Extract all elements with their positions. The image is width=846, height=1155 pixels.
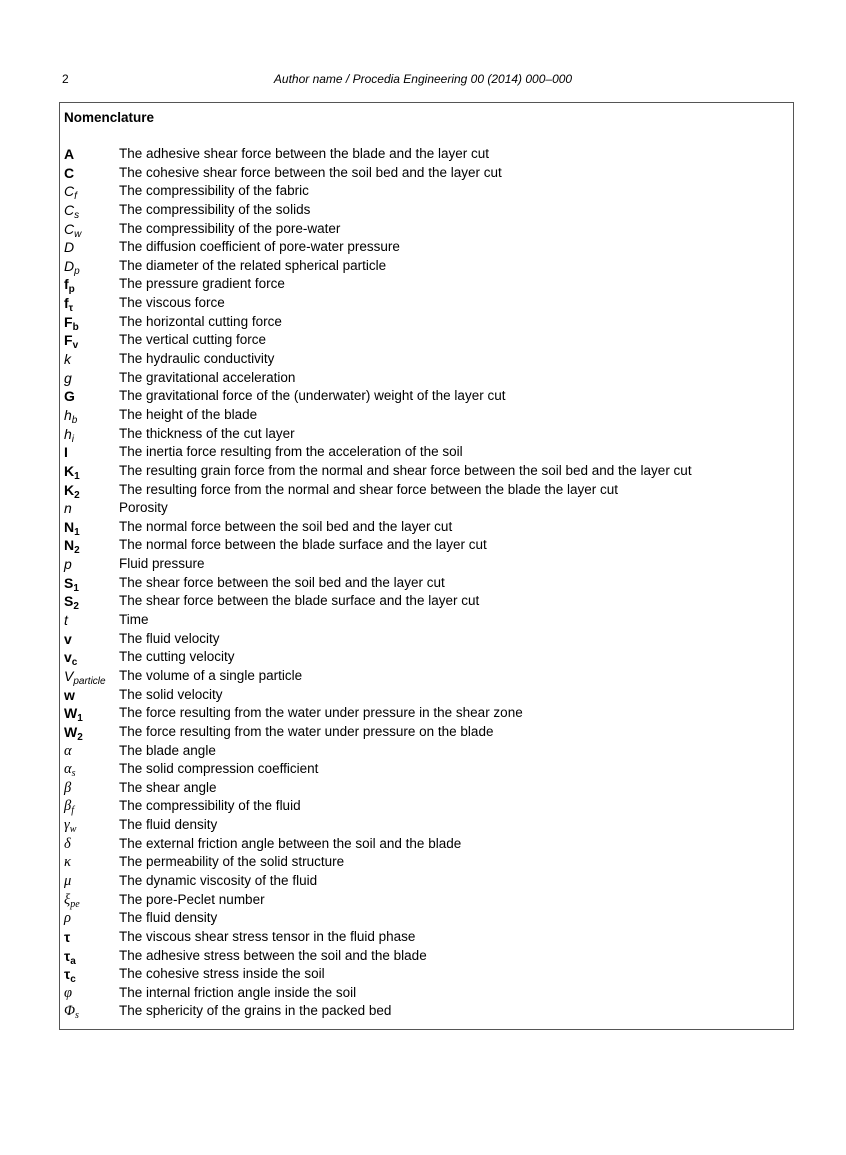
symbol-base: f <box>64 276 69 293</box>
symbol-base: μ <box>64 872 72 889</box>
symbol-subscript: 2 <box>73 601 79 613</box>
nomenclature-description: The diameter of the related spherical particle <box>119 257 387 273</box>
nomenclature-entry <box>64 704 789 723</box>
nomenclature-description: The shear force between the soil bed and the layer cut <box>119 574 445 590</box>
nomenclature-description: The shear angle <box>119 779 217 795</box>
symbol-base: h <box>64 425 72 442</box>
nomenclature-entry <box>64 723 789 742</box>
nomenclature-description: The internal friction angle inside the soil <box>119 984 357 1000</box>
nomenclature-symbol <box>64 947 119 966</box>
running-header: Author name / Procedia Engineering 00 (2014) 000–000 <box>273 72 573 86</box>
nomenclature-entry <box>64 686 789 705</box>
nomenclature-symbol <box>64 611 119 630</box>
nomenclature-symbol <box>64 499 119 518</box>
symbol-subscript: 2 <box>74 489 80 501</box>
symbol-base: Φ <box>64 1003 76 1020</box>
nomenclature-entry <box>64 238 789 257</box>
symbol-base: β <box>64 779 72 796</box>
symbol-base: κ <box>64 854 71 871</box>
nomenclature-description: The solid velocity <box>119 686 223 702</box>
nomenclature-entry <box>64 891 789 910</box>
symbol-base: W <box>64 723 78 740</box>
nomenclature-entry <box>64 350 789 369</box>
nomenclature-description: The hydraulic conductivity <box>119 351 275 367</box>
nomenclature-symbol <box>64 984 119 1003</box>
nomenclature-entry <box>64 630 789 649</box>
nomenclature-box <box>59 102 794 1030</box>
symbol-base: C <box>64 164 75 181</box>
nomenclature-description: The solid compression coefficient <box>119 761 319 777</box>
nomenclature-description: The volume of a single particle <box>119 667 303 683</box>
symbol-base: t <box>64 612 68 629</box>
nomenclature-symbol <box>64 797 119 816</box>
symbol-subscript: τ <box>68 303 74 315</box>
nomenclature-entry <box>64 145 789 164</box>
nomenclature-description: The dynamic viscosity of the fluid <box>119 872 318 888</box>
nomenclature-entry <box>64 928 789 947</box>
symbol-base: p <box>64 556 72 573</box>
nomenclature-description: The diffusion coefficient of pore-water pressure <box>119 239 400 255</box>
nomenclature-entry <box>64 536 789 555</box>
nomenclature-symbol <box>64 853 119 872</box>
nomenclature-symbol <box>64 835 119 854</box>
nomenclature-entry <box>64 779 789 798</box>
symbol-subscript: a <box>70 955 76 967</box>
nomenclature-symbol <box>64 275 119 294</box>
nomenclature-symbol <box>64 574 119 593</box>
nomenclature-entry <box>64 164 789 183</box>
symbol-subscript: s <box>71 768 76 780</box>
symbol-subscript: v <box>72 340 79 352</box>
symbol-base: β <box>64 798 72 815</box>
nomenclature-description: The height of the blade <box>119 406 258 422</box>
nomenclature-description: The fluid density <box>119 817 218 833</box>
symbol-base: α <box>64 742 72 759</box>
nomenclature-entry <box>64 499 789 518</box>
nomenclature-description: The gravitational acceleration <box>119 369 296 385</box>
nomenclature-entry <box>64 425 789 444</box>
nomenclature-description: Fluid pressure <box>119 556 205 572</box>
nomenclature-symbol <box>64 313 119 332</box>
nomenclature-entry <box>64 201 789 220</box>
symbol-base: A <box>64 146 75 162</box>
nomenclature-symbol <box>64 723 119 742</box>
symbol-base: ρ <box>64 910 71 927</box>
nomenclature-entry <box>64 313 789 332</box>
nomenclature-description: The sphericity of the grains in the packed bed <box>119 1003 392 1019</box>
nomenclature-entry <box>64 574 789 593</box>
nomenclature-symbol <box>64 182 119 201</box>
nomenclature-entry <box>64 369 789 388</box>
nomenclature-entry <box>64 481 789 500</box>
symbol-base: k <box>64 351 71 368</box>
nomenclature-symbol <box>64 406 119 425</box>
symbol-base: n <box>64 500 72 517</box>
nomenclature-entry <box>64 275 789 294</box>
symbol-base: D <box>64 239 75 256</box>
nomenclature-symbol <box>64 816 119 835</box>
nomenclature-description: The adhesive stress between the soil and the blade <box>119 947 427 963</box>
nomenclature-description: The pore-Peclet number <box>119 891 265 907</box>
symbol-subscript: i <box>71 433 75 445</box>
nomenclature-description: The fluid density <box>119 910 218 926</box>
symbol-base: S <box>64 593 74 610</box>
nomenclature-description: The compressibility of the fabric <box>119 183 309 199</box>
nomenclature-symbol <box>64 630 119 649</box>
symbol-base: f <box>64 295 69 312</box>
symbol-base: D <box>64 257 75 274</box>
symbol-base: v <box>64 649 72 666</box>
symbol-base: N <box>64 518 75 535</box>
nomenclature-symbol <box>64 387 119 406</box>
nomenclature-entry <box>64 331 789 350</box>
nomenclature-symbol <box>64 369 119 388</box>
nomenclature-description: The viscous shear stress tensor in the fluid phase <box>119 928 416 944</box>
nomenclature-entry <box>64 648 789 667</box>
nomenclature-entry <box>64 797 789 816</box>
nomenclature-symbol <box>64 891 119 910</box>
nomenclature-entry <box>64 518 789 537</box>
symbol-base: K <box>64 481 75 498</box>
symbol-base: τ <box>64 947 71 964</box>
nomenclature-description: The inertia force resulting from the acceleration of the soil <box>119 444 463 460</box>
symbol-base: V <box>64 667 74 684</box>
nomenclature-entry <box>64 667 789 686</box>
nomenclature-description: The force resulting from the water under pressure on the blade <box>119 723 494 739</box>
nomenclature-symbol <box>64 536 119 555</box>
symbol-subscript: p <box>68 284 75 296</box>
nomenclature-entry <box>64 387 789 406</box>
nomenclature-symbol <box>64 220 119 239</box>
nomenclature-symbol <box>64 760 119 779</box>
nomenclature-list <box>64 145 789 1021</box>
symbol-subscript: c <box>70 974 76 986</box>
nomenclature-symbol <box>64 257 119 276</box>
nomenclature-description: The cohesive shear force between the soil bed and the layer cut <box>119 164 502 180</box>
nomenclature-symbol <box>64 965 119 984</box>
symbol-subscript: particle <box>73 675 106 687</box>
nomenclature-entry <box>64 909 789 928</box>
nomenclature-description: The vertical cutting force <box>119 332 267 348</box>
symbol-subscript: w <box>69 824 77 836</box>
nomenclature-symbol <box>64 686 119 705</box>
symbol-subscript: c <box>71 657 78 669</box>
nomenclature-symbol <box>64 201 119 220</box>
nomenclature-entry <box>64 816 789 835</box>
nomenclature-entry <box>64 853 789 872</box>
nomenclature-description: The permeability of the solid structure <box>119 854 345 870</box>
nomenclature-entry <box>64 742 789 761</box>
nomenclature-symbol <box>64 1002 119 1021</box>
nomenclature-symbol <box>64 481 119 500</box>
symbol-base: F <box>64 332 73 349</box>
symbol-subscript: s <box>74 209 80 221</box>
symbol-base: C <box>64 220 75 237</box>
symbol-subscript: 1 <box>73 582 79 594</box>
nomenclature-entry <box>64 406 789 425</box>
symbol-base: W <box>64 705 78 722</box>
nomenclature-entry <box>64 760 789 779</box>
nomenclature-symbol <box>64 704 119 723</box>
symbol-subscript: p <box>74 265 80 277</box>
nomenclature-description: The compressibility of the fluid <box>119 798 301 814</box>
nomenclature-symbol <box>64 667 119 686</box>
symbol-subscript: 1 <box>74 470 80 482</box>
symbol-base: G <box>64 388 75 405</box>
symbol-subscript: pe <box>70 898 80 910</box>
nomenclature-entry <box>64 611 789 630</box>
symbol-base: α <box>64 761 72 778</box>
nomenclature-symbol <box>64 555 119 574</box>
symbol-subscript: w <box>74 228 82 240</box>
nomenclature-entry <box>64 294 789 313</box>
nomenclature-description: The thickness of the cut layer <box>119 425 295 441</box>
nomenclature-entry <box>64 257 789 276</box>
nomenclature-description: The viscous force <box>119 295 225 311</box>
symbol-base: τ <box>64 928 71 945</box>
symbol-base: δ <box>64 835 71 852</box>
nomenclature-description: Porosity <box>119 500 168 516</box>
symbol-subscript: f <box>71 805 75 817</box>
nomenclature-symbol <box>64 164 119 183</box>
nomenclature-symbol <box>64 145 119 164</box>
nomenclature-description: The normal force between the soil bed and the layer cut <box>119 518 453 534</box>
symbol-subscript: 2 <box>77 731 83 743</box>
symbol-subscript: s <box>75 1010 79 1022</box>
nomenclature-symbol <box>64 928 119 947</box>
nomenclature-description: The pressure gradient force <box>119 276 285 292</box>
nomenclature-symbol <box>64 294 119 313</box>
symbol-base: I <box>64 444 68 461</box>
nomenclature-description: Time <box>119 612 149 628</box>
page-number: 2 <box>62 72 69 86</box>
symbol-base: φ <box>64 984 73 1001</box>
symbol-base: h <box>64 406 72 423</box>
nomenclature-symbol <box>64 238 119 257</box>
symbol-subscript: 2 <box>74 545 80 557</box>
symbol-base: K <box>64 462 75 479</box>
symbol-subscript: 1 <box>74 526 80 538</box>
nomenclature-symbol <box>64 462 119 481</box>
symbol-base: C <box>64 201 75 218</box>
nomenclature-description: The adhesive shear force between the blade and the layer cut <box>119 146 489 161</box>
nomenclature-symbol <box>64 350 119 369</box>
symbol-base: w <box>64 686 75 703</box>
nomenclature-description: The resulting force from the normal and shear force between the blade the layer cut <box>119 481 619 497</box>
symbol-subscript: b <box>71 414 78 426</box>
nomenclature-description: The cutting velocity <box>119 649 235 665</box>
nomenclature-description: The cohesive stress inside the soil <box>119 966 325 982</box>
nomenclature-entry <box>64 443 789 462</box>
nomenclature-description: The fluid velocity <box>119 630 220 646</box>
nomenclature-symbol <box>64 742 119 761</box>
symbol-base: C <box>64 183 75 200</box>
nomenclature-entry <box>64 872 789 891</box>
nomenclature-entry <box>64 220 789 239</box>
nomenclature-symbol <box>64 872 119 891</box>
symbol-base: v <box>64 630 72 647</box>
nomenclature-description: The shear force between the blade surface and the layer cut <box>119 593 480 609</box>
nomenclature-entry <box>64 555 789 574</box>
nomenclature-description: The blade angle <box>119 742 216 758</box>
nomenclature-title: Nomenclature <box>64 110 155 125</box>
nomenclature-entry <box>64 835 789 854</box>
nomenclature-symbol <box>64 909 119 928</box>
nomenclature-symbol <box>64 518 119 537</box>
symbol-subscript: f <box>74 191 77 203</box>
symbol-base: γ <box>64 817 70 834</box>
nomenclature-symbol <box>64 779 119 798</box>
symbol-subscript: b <box>72 321 79 333</box>
symbol-base: g <box>64 369 72 386</box>
nomenclature-description: The normal force between the blade surface and the layer cut <box>119 537 487 553</box>
nomenclature-symbol <box>64 331 119 350</box>
nomenclature-symbol <box>64 425 119 444</box>
nomenclature-description: The force resulting from the water under pressure in the shear zone <box>119 705 523 721</box>
symbol-base: S <box>64 574 74 591</box>
nomenclature-entry <box>64 592 789 611</box>
nomenclature-symbol <box>64 443 119 462</box>
symbol-base: F <box>64 313 73 330</box>
symbol-subscript: 1 <box>77 713 83 725</box>
nomenclature-symbol <box>64 648 119 667</box>
nomenclature-description: The resulting grain force from the normal and shear force between the soil bed and the layer cut <box>119 462 692 478</box>
nomenclature-symbol <box>64 592 119 611</box>
nomenclature-entry <box>64 984 789 1003</box>
nomenclature-description: The gravitational force of the (underwater) weight of the layer cut <box>119 388 506 404</box>
symbol-base: ξ <box>64 891 71 908</box>
symbol-base: τ <box>64 966 71 983</box>
nomenclature-description: The horizontal cutting force <box>119 313 282 329</box>
nomenclature-entry <box>64 965 789 984</box>
nomenclature-description: The compressibility of the pore-water <box>119 220 341 236</box>
nomenclature-entry <box>64 182 789 201</box>
nomenclature-entry <box>64 947 789 966</box>
nomenclature-description: The compressibility of the solids <box>119 201 311 217</box>
symbol-base: N <box>64 537 75 554</box>
nomenclature-entry <box>64 462 789 481</box>
nomenclature-description: The external friction angle between the soil and the blade <box>119 835 462 851</box>
nomenclature-entry <box>64 1002 789 1021</box>
